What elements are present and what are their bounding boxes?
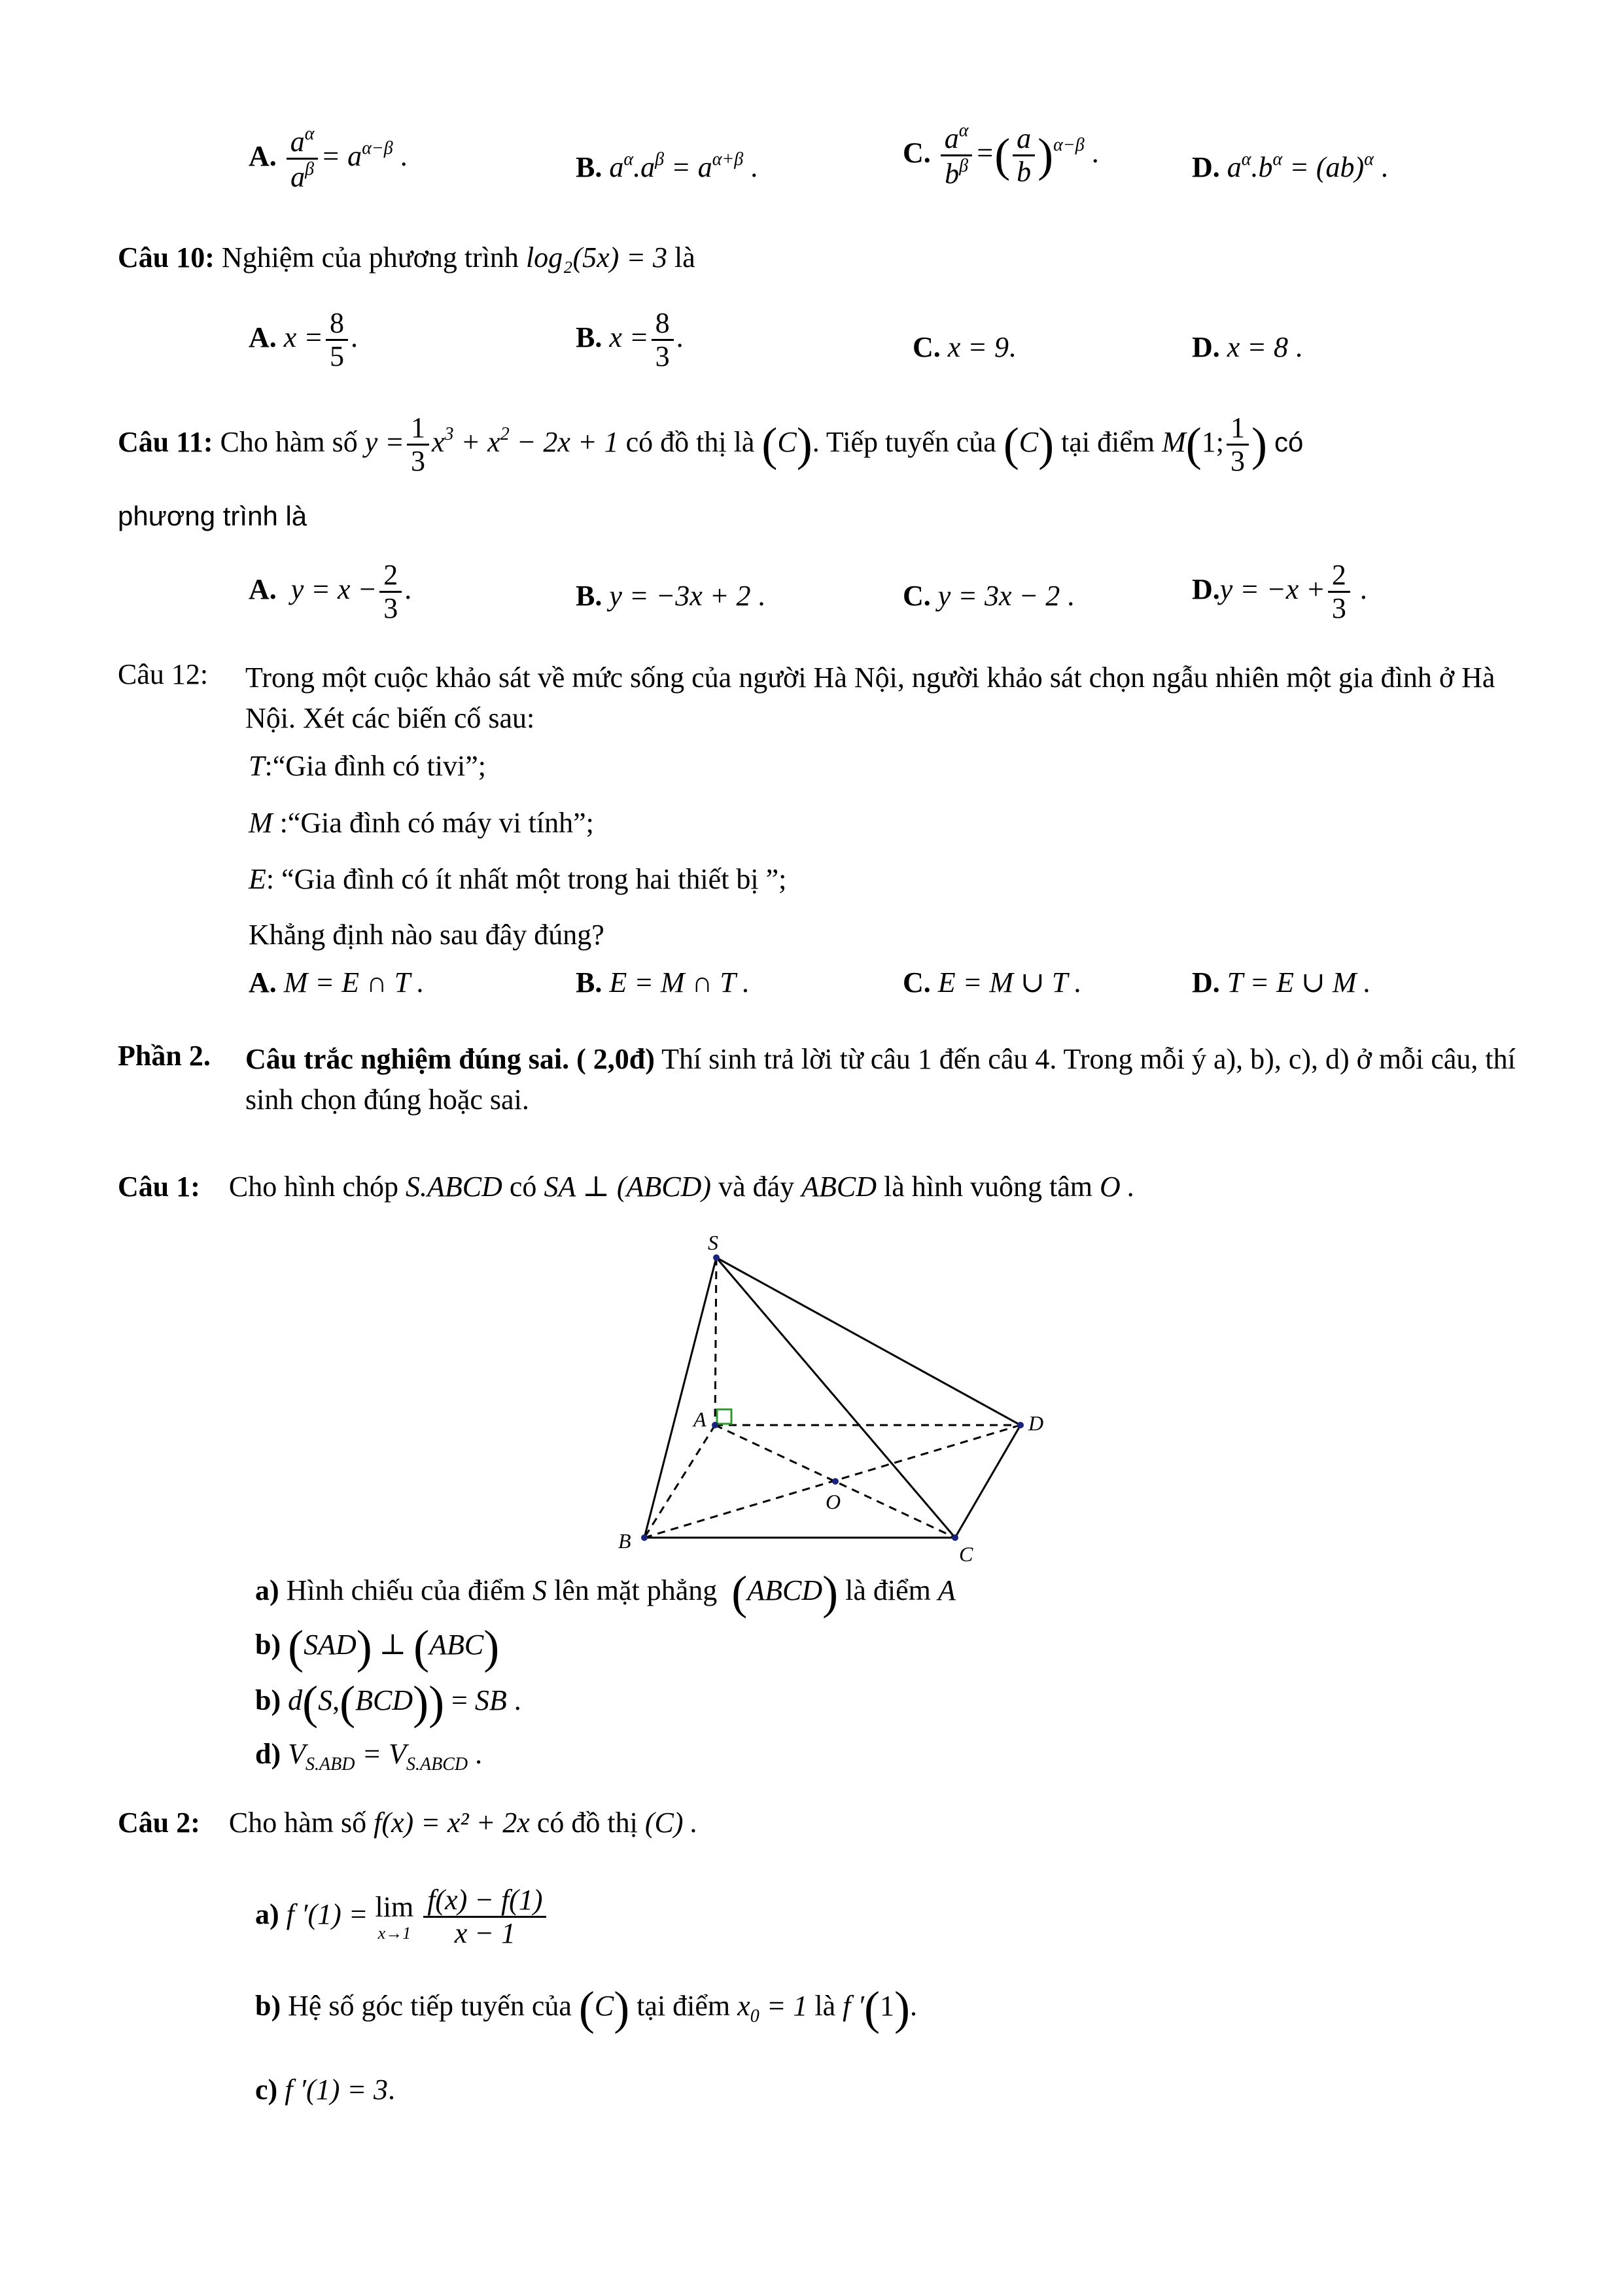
label-s: S [708,1231,718,1254]
label-d: D [1028,1411,1044,1435]
q11-option-b: B. y = −3x + 2 . [576,580,765,612]
q12-event-t: T:“Gia đình có tivi”; [249,750,486,782]
edge-sb [644,1258,716,1538]
pyramid-figure [589,1230,1099,1570]
c1-item-c: b) d(S,(BCD)) = SB . [255,1676,521,1729]
q11-option-a: A. y = x − $\frac{2}{3}$ . [249,559,412,625]
c2-item-c: c) f ′(1) = 3. [255,2074,396,2106]
edge-sa [715,1258,716,1425]
q10-option-d: D. x = 8 . [1192,331,1303,363]
label-b: B [618,1529,631,1553]
q12-title: Câu 12: [118,658,209,690]
q12-question: Khẳng định nào sau đây đúng? [249,919,604,951]
part2-text: Câu trắc nghiệm đúng sai. ( 2,0đ) Thí sinh trả lời từ câu 1 đến câu 4. Trong mỗi ý a), b), c), d) ở mỗi câu, thí sinh chọn đúng hoặc sai. [245,1043,1516,1116]
c1-item-b: b) (SAD) ⊥ (ABC) [255,1621,500,1674]
q9-option-c: C. $\frac{a^\alpha}{b^\beta}$ =( $\frac{a}{b}$ )$^{\alpha-\beta}$ . [903,120,1099,190]
c1-stem: Câu 1: Cho hình chóp S.ABCD có SA ⊥ (ABCD) và đáy ABCD là hình vuông tâm O . [118,1171,1135,1203]
q12-text: Trong một cuộc khảo sát về mức sống của người Hà Nội, người khảo sát chọn ngẫu nhiên một gia đình ở Hà Nội. Xét các biến cố sau: [245,662,1495,734]
c1-item-d: d) $V_{S.ABD} = V_{S.ABCD}$ . [255,1738,483,1775]
label-a: A [693,1407,707,1431]
q12-event-m: M :“Gia đình có máy vi tính”; [249,807,594,839]
q9-option-a: A. $\frac{a^\alpha}{a^\beta}$ = $a^{\alpha-\beta}$ . [249,124,408,194]
c2-stem: Câu 2: Cho hàm số f(x) = x² + 2x có đồ thị (C) . [118,1807,698,1839]
q10-stem: Câu 10: Nghiệm của phương trình log₂(5x) = 3 là [118,241,695,274]
edge-ab [644,1425,715,1538]
q12-option-d: D. T = E ∪ M . [1192,966,1371,998]
edge-sd [716,1258,1021,1425]
part2-title: Phần 2. [118,1040,211,1072]
right-angle-mark [717,1409,731,1424]
q12-option-a: A. M = E ∩ T . [249,966,425,998]
q12-event-e: E: “Gia đình có ít nhất một trong hai thiết bị ”; [249,863,787,895]
q10-option-c: C. x = 9. [913,331,1017,363]
c1-item-a: a) Hình chiếu của điểm S lên mặt phẳng (ABCD) là điểm A [255,1566,956,1619]
q9-option-b: B. $a^\alpha.a^\beta = a^{\alpha+\beta}$ . [576,149,758,183]
c2-item-a: a) f ′(1) = lim x→1 $\frac{f(x) - f(1)}{x - 1}$ [255,1884,549,1950]
q10-option-b: B. x = $\frac{8}{3}$ . [576,307,684,373]
q11-option-c: C. y = 3x − 2 . [903,580,1075,612]
label-c: C [959,1542,973,1566]
q10-option-a: A. x = $\frac{8}{5}$ . [249,307,358,373]
q11-option-d: D.y = −x + $\frac{2}{3}$ . [1192,559,1367,625]
q12-option-c: C. E = M ∪ T . [903,966,1082,998]
q12-option-b: B. E = M ∩ T . [576,966,750,998]
c2-item-b: b) Hệ số góc tiếp tuyến của (C) tại điểm $x_0 = 1$ là f ′(1). [255,1982,917,2035]
q11-line2: phương trình là [118,501,307,531]
label-o: O [826,1490,841,1513]
q9-option-d: D. $a^\alpha.b^\alpha = (ab)^\alpha$ . [1192,149,1388,183]
q11-stem: Câu 11: Cho hàm số y = $\frac{1}{3}$ $x^3 + x^2 - 2x + 1$ có đồ thị là (C). Tiếp tuyến của (C) tại điểm M(1; $\frac{1}{3}$ ) có [118,412,1304,478]
